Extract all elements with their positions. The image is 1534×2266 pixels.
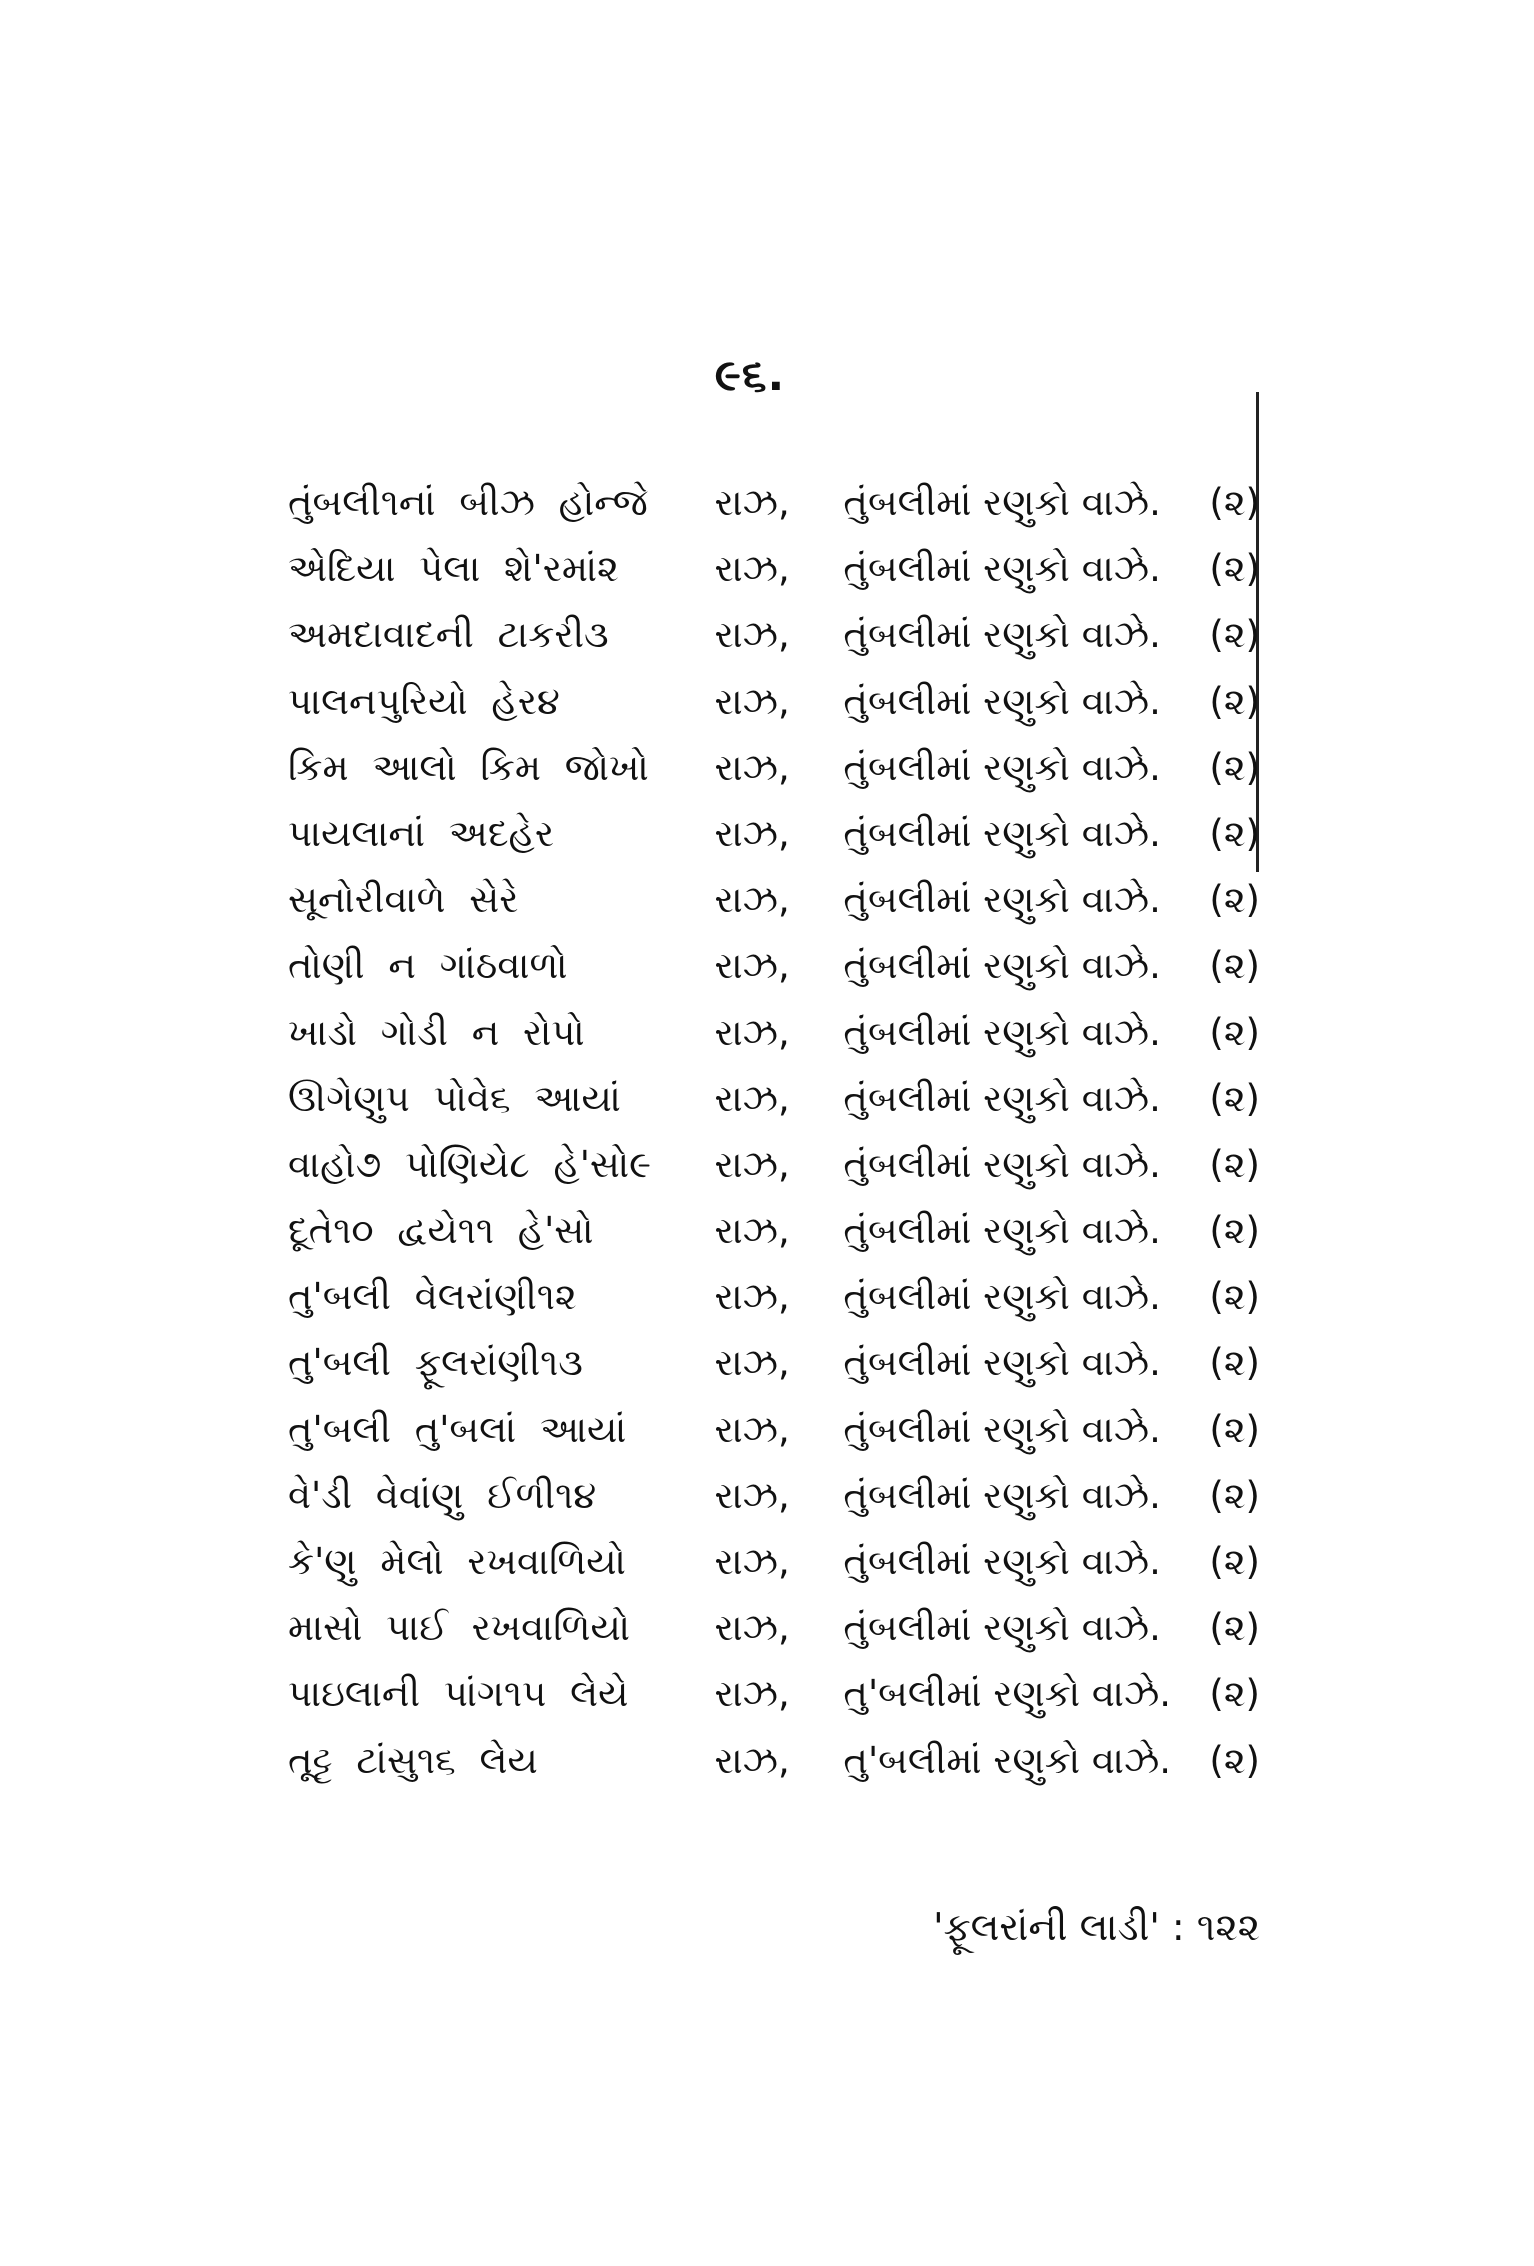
verse-line-text: તૂટ્ટ ટાંસુ૧૬ લેય (288, 1738, 538, 1782)
verse-line-refrain: તુંબલીમાં રણુકો વાઝે. (843, 481, 1161, 524)
verse-line (288, 801, 1260, 867)
verse-line-text: દૂતે૧૦ દ્વયે૧૧ હે'સો (288, 1209, 594, 1253)
verse-line-refrain: તુંબલીમાં રણુકો વાઝે. (843, 878, 1161, 922)
verse-line (288, 1000, 1260, 1066)
verse-line (288, 867, 1260, 933)
verse-line-repeat-mark: (૨) (1209, 679, 1260, 723)
verse-line-repeat-mark: (૨) (1209, 1606, 1260, 1650)
verse-line-raja: રાઝ, (714, 944, 790, 988)
verse-line-repeat-mark: (૨) (1209, 1010, 1260, 1054)
verse-line-raja: રાઝ, (714, 679, 790, 723)
verse-line-refrain: તુંબલીમાં રણુકો વાઝે. (843, 1275, 1161, 1319)
verse-line-text: કિમ આલો કિમ જોખો (288, 745, 649, 789)
verse-line (288, 1198, 1260, 1264)
verse-line-raja: રાઝ, (714, 1606, 790, 1650)
verse-line-refrain: તુંબલીમાં રણુકો વાઝે. (843, 679, 1161, 723)
verse-line-text: તુ'બલી વેલરાંણી૧૨ (288, 1275, 577, 1319)
verse-line-raja: રાઝ, (714, 745, 790, 789)
verse-line (288, 1661, 1260, 1727)
verse-line-raja: રાઝ, (714, 613, 790, 657)
verse-line-raja: રાઝ, (714, 1341, 790, 1385)
verse-line-text: વાહો૭ પોણિયે૮ હે'સો૯ (288, 1142, 652, 1186)
verse-line-refrain: તુંબલીમાં રણુકો વાઝે. (843, 1209, 1161, 1253)
verse-line-raja: રાઝ, (714, 1540, 790, 1583)
verse-line-text: ખાડો ગોડી ન રોપો (288, 1010, 585, 1054)
verse-line-text: વે'ડી વેવાંણુ ઈળી૧૪ (288, 1473, 597, 1517)
verse-line-text: પાઇલાની પાંગ૧૫ લેયે (288, 1672, 629, 1716)
verse-line-raja: રાઝ, (714, 878, 790, 922)
verse-line (288, 1264, 1260, 1330)
verse-line (288, 1132, 1260, 1198)
page-number: ૯૬. (714, 350, 786, 401)
verse-line (288, 933, 1260, 999)
verse-line-refrain: તુંબલીમાં રણુકો વાઝે. (843, 1076, 1161, 1120)
verse-line-refrain: તુ'બલીમાં રણુકો વાઝે. (843, 1672, 1172, 1716)
verse-line-text: પાલનપુરિયો હેર૪ (288, 679, 560, 723)
verse-line (288, 1595, 1260, 1661)
verse-line-refrain: તુંબલીમાં રણુકો વાઝે. (843, 1473, 1161, 1517)
verse-line (288, 1728, 1260, 1794)
verse-line-text: એદિયા પેલા શે'રમાં૨ (288, 547, 619, 591)
song-verse (288, 470, 1260, 1794)
verse-line-refrain: તુંબલીમાં રણુકો વાઝે. (843, 613, 1161, 657)
verse-line-raja: રાઝ, (714, 1672, 790, 1716)
verse-line-raja: રાઝ, (714, 1473, 790, 1517)
verse-line-refrain: તુંબલીમાં રણુકો વાઝે. (843, 547, 1161, 591)
verse-line-raja: રાઝ, (714, 1275, 790, 1319)
verse-line-repeat-mark: (૨) (1209, 613, 1260, 657)
verse-line (288, 602, 1260, 668)
verse-line-text: તુંબલી૧નાં બીઝ હોન્જે (288, 481, 648, 524)
verse-line-refrain: તુંબલીમાં રણુકો વાઝે. (843, 1407, 1161, 1451)
verse-line-repeat-mark: (૨) (1209, 811, 1260, 855)
verse-line (288, 1066, 1260, 1132)
verse-line (288, 669, 1260, 735)
verse-line-raja: રાઝ, (714, 1142, 790, 1186)
verse-line (288, 536, 1260, 602)
verse-line-text: તુ'બલી ફૂલરાંણી૧૩ (288, 1341, 583, 1385)
verse-line-text: તોણી ન ગાંઠવાળો (288, 944, 568, 988)
verse-line-raja: રાઝ, (714, 1407, 790, 1451)
verse-line-text: અમદાવાદની ટાકરી૩ (288, 613, 609, 657)
verse-line (288, 1463, 1260, 1529)
verse-line-raja: રાઝ, (714, 547, 790, 591)
verse-line-repeat-mark: (૨) (1209, 1473, 1260, 1517)
verse-line-text: કે'ણુ મેલો રખવાળિયો (288, 1540, 626, 1583)
verse-line (288, 470, 1260, 536)
verse-line-repeat-mark: (૨) (1209, 1407, 1260, 1451)
verse-line (288, 1397, 1260, 1463)
verse-line-raja: રાઝ, (714, 1076, 790, 1120)
verse-line-refrain: તુંબલીમાં રણુકો વાઝે. (843, 1341, 1161, 1385)
verse-line-refrain: તુ'બલીમાં રણુકો વાઝે. (843, 1738, 1172, 1782)
verse-line-repeat-mark: (૨) (1209, 944, 1260, 988)
verse-line-refrain: તુંબલીમાં રણુકો વાઝે. (843, 811, 1161, 855)
verse-line-repeat-mark: (૨) (1209, 547, 1260, 591)
verse-line-refrain: તુંબલીમાં રણુકો વાઝે. (843, 1540, 1161, 1583)
verse-line-repeat-mark: (૨) (1209, 1341, 1260, 1385)
verse-line (288, 1330, 1260, 1396)
verse-line-refrain: તુંબલીમાં રણુકો વાઝે. (843, 1010, 1161, 1054)
footer-citation: 'ફૂલરાંની લાડી' : ૧૨૨ (933, 1905, 1260, 1949)
verse-line-repeat-mark: (૨) (1209, 1540, 1260, 1583)
verse-line (288, 735, 1260, 801)
verse-line-text: ઊગેણુ૫ પોવે૬ આયાં (288, 1076, 621, 1120)
verse-line-repeat-mark: (૨) (1209, 1209, 1260, 1253)
verse-line-repeat-mark: (૨) (1209, 1738, 1260, 1782)
verse-line-text: સૂનોરીવાળે સેરે (288, 878, 519, 922)
verse-line-refrain: તુંબલીમાં રણુકો વાઝે. (843, 1606, 1161, 1650)
verse-line-refrain: તુંબલીમાં રણુકો વાઝે. (843, 1142, 1161, 1186)
verse-line-raja: રાઝ, (714, 481, 790, 524)
verse-line-raja: રાઝ, (714, 1209, 790, 1253)
verse-line-repeat-mark: (૨) (1209, 878, 1260, 922)
verse-line-raja: રાઝ, (714, 1010, 790, 1054)
verse-line-repeat-mark: (૨) (1209, 1275, 1260, 1319)
verse-line-repeat-mark: (૨) (1209, 1076, 1260, 1120)
verse-line-text: પાયલાનાં અદહેર (288, 811, 554, 855)
verse-line-repeat-mark: (૨) (1209, 745, 1260, 789)
verse-line-text: તુ'બલી તુ'બલાં આયાં (288, 1407, 627, 1451)
verse-line-refrain: તુંબલીમાં રણુકો વાઝે. (843, 745, 1161, 789)
verse-line-raja: રાઝ, (714, 1738, 790, 1782)
verse-line-raja: રાઝ, (714, 811, 790, 855)
verse-line-text: માસો પાઈ રખવાળિયો (288, 1606, 631, 1650)
verse-line-repeat-mark: (૨) (1209, 1672, 1260, 1716)
verse-line-refrain: તુંબલીમાં રણુકો વાઝે. (843, 944, 1161, 988)
verse-line (288, 1529, 1260, 1595)
verse-line-repeat-mark: (૨) (1209, 1142, 1260, 1186)
verse-line-repeat-mark: (૨) (1209, 481, 1260, 524)
